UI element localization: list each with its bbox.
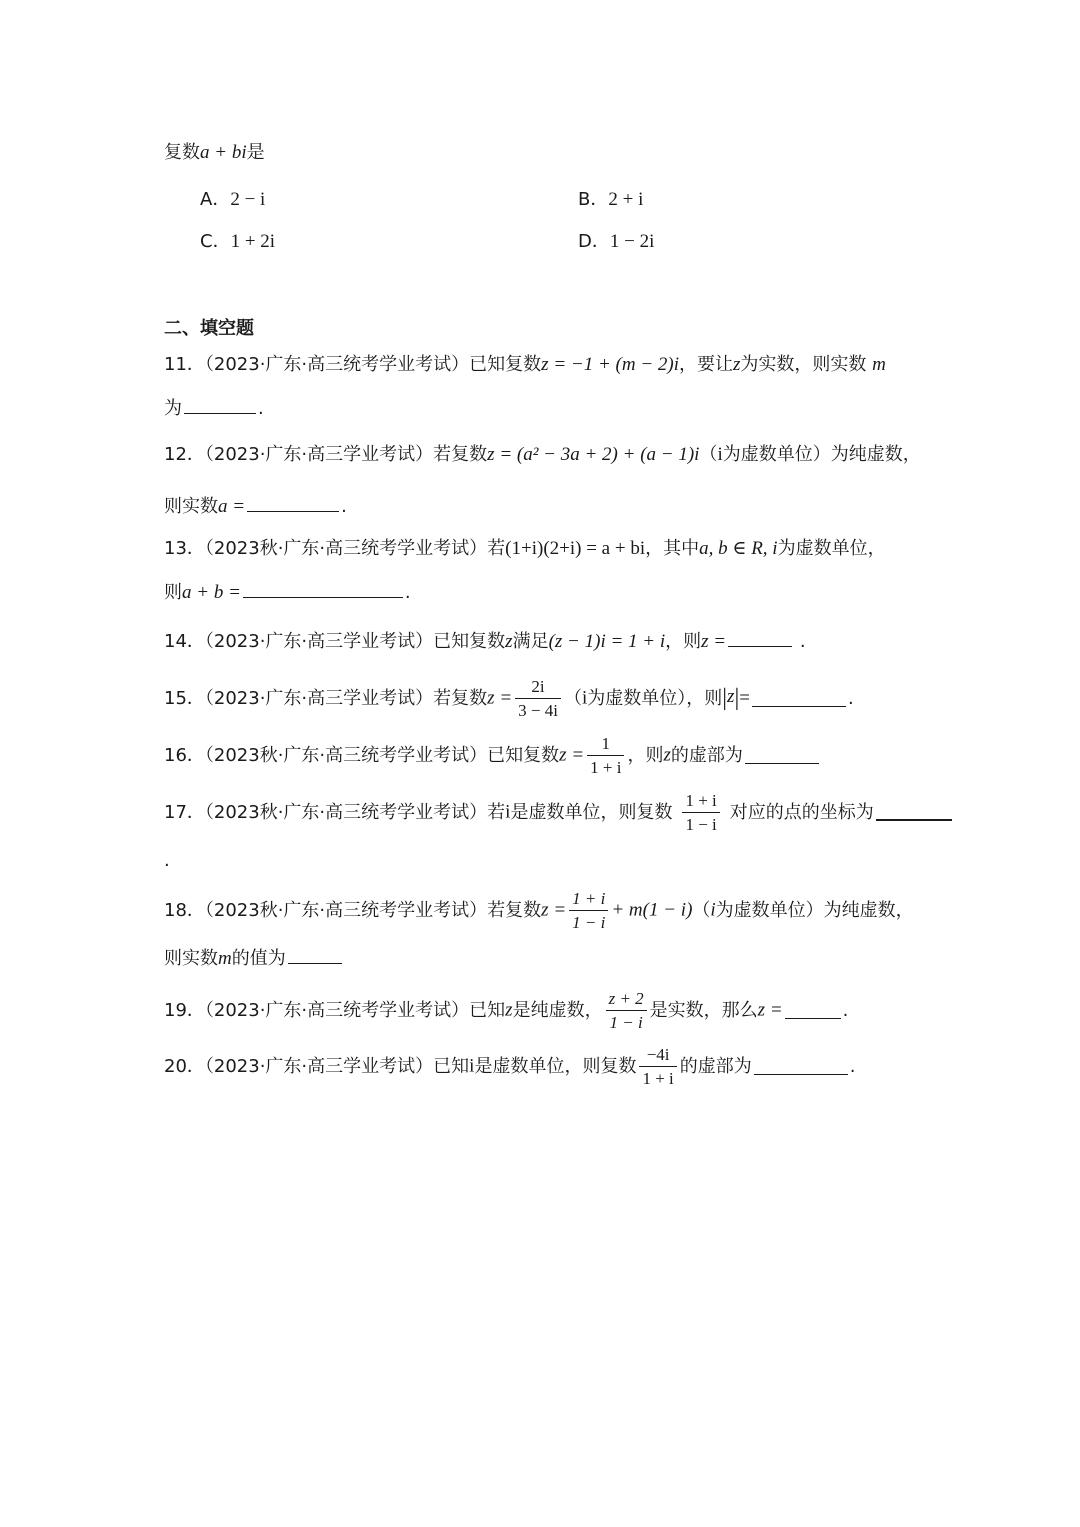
question-14: 14．（2023·广东·高三学业考试）已知复数z满足(z − 1)i = 1 + i，则z = . [164,631,806,652]
fraction-15: $\frac{2i}{3 - 4i}$ [515,676,561,722]
q10-option-c: C．1 + 2i [200,231,276,252]
fraction-20: $\frac{-4i}{1 + i}$ [639,1044,676,1090]
answer-blank-12[interactable] [247,496,339,512]
q10-option-b: B．2 + i [578,189,644,210]
question-12-cont: 则实数a = . [164,496,347,517]
fraction-18: $\frac{1 + i}{1 - i}$ [569,888,608,934]
question-11-cont: 为 . [164,398,264,419]
question-13-cont: 则a + b = . [164,582,411,603]
section-title: 二、填空题 [164,318,254,339]
question-16: 16．（2023秋·广东·高三统考学业考试）已知复数z = $\frac{1}{1 + i}$ ，则z的虚部为 [164,733,821,779]
fraction-16: $\frac{1}{1 + i}$ [587,733,624,779]
answer-blank-11[interactable] [184,398,256,414]
question-15: 15．（2023·广东·高三学业考试）若复数z = $\frac{2i}{3 - 4i}$ （i为虚数单位），则|z|= . [164,677,854,721]
question-12: 12．（2023·广东·高三学业考试）若复数z = (a² − 3a + 2) + (a − 1)i（i为虚数单位）为纯虚数， [164,444,921,465]
answer-blank-15[interactable] [752,691,846,707]
question-19: 19．（2023·广东·高三统考学业考试）已知z是纯虚数， $\frac{z + 2}{1 - i}$ 是实数，那么z = . [164,989,849,1033]
question-18: 18．（2023秋·广东·高三统考学业考试）若复数z = $\frac{1 + i}{1 - i}$ + m(1 − i)（i为虚数单位）为纯虚数， [164,889,914,933]
q10-option-d: D．1 − 2i [578,231,655,252]
answer-blank-18[interactable] [288,948,342,964]
answer-blank-13[interactable] [243,582,403,598]
question-17: 17．（2023秋·广东·高三统考学业考试）若i是虚数单位，则复数 $\frac{1 + i}{1 - i}$ 对应的点的坐标为 [164,790,954,836]
question-20: 20．（2023·广东·高三学业考试）已知i是虚数单位，则复数 $\frac{-4i}{1 + i}$ 的虚部为 . [164,1045,856,1089]
question-17-cont: . [164,850,170,871]
q10-expr: a + bi [200,142,247,163]
answer-blank-19[interactable] [785,1003,841,1019]
fraction-17: $\frac{1 + i}{1 - i}$ [682,790,719,836]
answer-blank-20[interactable] [754,1059,848,1075]
answer-blank-16[interactable] [745,748,819,764]
q10-stem-tail: 复数a + bi是 [164,142,265,163]
question-18-cont: 则实数m的值为 [164,948,344,971]
q10-option-a: A．2 − i [200,189,266,210]
fraction-19: $\frac{z + 2}{1 - i}$ [606,988,647,1034]
question-13: 13．（2023秋·广东·高三统考学业考试）若(1+i)(2+i) = a + bi，其中a, b ∈ R, i为虚数单位， [164,538,886,559]
question-11: 11．（2023·广东·高三统考学业考试）已知复数z = −1 + (m − 2)i，要让z为实数，则实数 m [164,354,886,375]
answer-blank-17[interactable] [876,804,952,821]
answer-blank-14[interactable] [728,631,792,647]
